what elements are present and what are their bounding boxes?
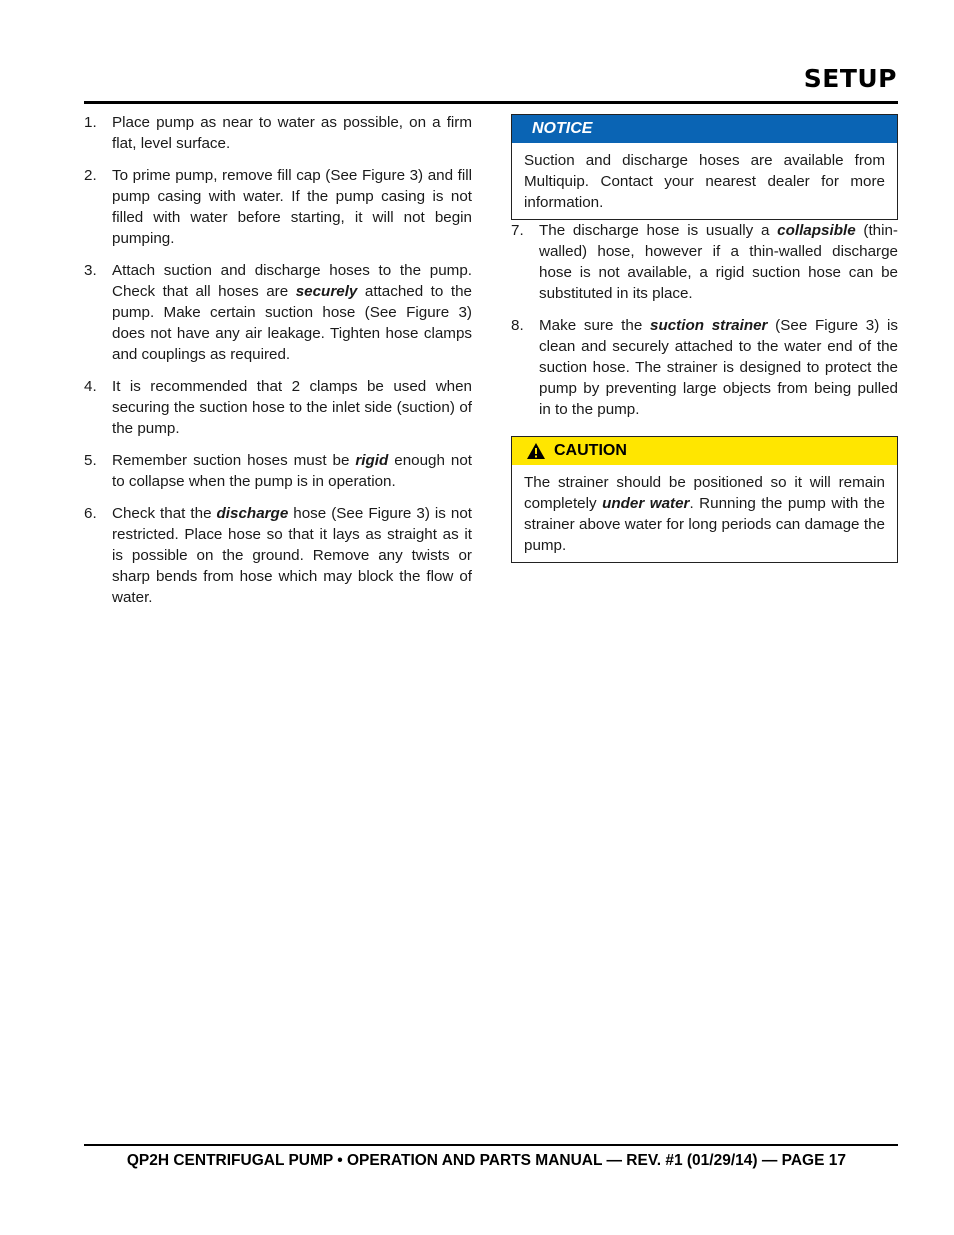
setup-steps-left bbox=[84, 112, 472, 608]
list-item: 1. Place pump as near to water as possible, on a firm flat, level surface. bbox=[84, 114, 472, 152]
setup-steps-right bbox=[511, 220, 898, 420]
header-rule bbox=[84, 101, 898, 104]
list-item: 5. Remember suction hoses must be rigid enough not to collapse when the pump is in operation. bbox=[84, 452, 472, 490]
caution-label: CAUTION bbox=[554, 442, 627, 459]
emphasis: rigid bbox=[355, 452, 389, 469]
emphasis: discharge bbox=[216, 505, 289, 522]
emphasis: under water bbox=[602, 495, 690, 512]
page-footer: QP2H CENTRIFUGAL PUMP • OPERATION AND PARTS MANUAL — REV. #1 (01/29/14) — PAGE 17 bbox=[126, 1152, 846, 1169]
list-item: 8. Make sure the suction strainer (See Figure 3) is clean and securely attached to the water end of the suction hose. The strainer is designed to protect the pump by preventing large objects from being pulled in to the pump. bbox=[511, 317, 898, 418]
emphasis: suction strainer bbox=[650, 317, 768, 334]
emphasis: collapsible bbox=[777, 222, 856, 239]
page-title: SETUP bbox=[803, 64, 897, 93]
warning-triangle-icon bbox=[526, 442, 546, 460]
emphasis: securely bbox=[295, 283, 358, 300]
caution-text: The strainer should be positioned so it will remain completely under water. Running the pump with the strainer above water for long periods can damage the pump. bbox=[524, 474, 885, 554]
right-column bbox=[511, 114, 898, 563]
footer-rule bbox=[84, 1144, 898, 1146]
list-item: 4. It is recommended that 2 clamps be used when securing the suction hose to the inlet side (suction) of the pump. bbox=[84, 378, 472, 437]
notice-text: Suction and discharge hoses are available from Multiquip. Contact your nearest dealer for more information. bbox=[524, 152, 885, 211]
notice-box bbox=[511, 114, 898, 220]
list-item: 3. Attach suction and discharge hoses to the pump. Check that all hoses are securely attached to the pump. Make certain suction hose (See Figure 3) does not have any air leakage. Tighten hose clamps and couplings as required. bbox=[84, 262, 472, 363]
caution-box bbox=[511, 436, 898, 563]
list-item: 6. Check that the discharge hose (See Figure 3) is not restricted. Place hose so that it lays as straight as it is possible on the ground. Remove any twists or sharp bends from hose which may block the flow of water. bbox=[84, 505, 472, 606]
caution-header bbox=[512, 437, 897, 465]
notice-label: NOTICE bbox=[512, 115, 897, 143]
list-item: 2. To prime pump, remove fill cap (See Figure 3) and fill pump casing with water. If the pump casing is not filled with water before starting, it will not begin pumping. bbox=[84, 167, 472, 247]
list-item: 7. The discharge hose is usually a collapsible (thin-walled) hose, however if a thin-walled discharge hose is not available, a rigid suction hose can be substituted in its place. bbox=[511, 222, 898, 302]
left-column bbox=[84, 112, 472, 619]
